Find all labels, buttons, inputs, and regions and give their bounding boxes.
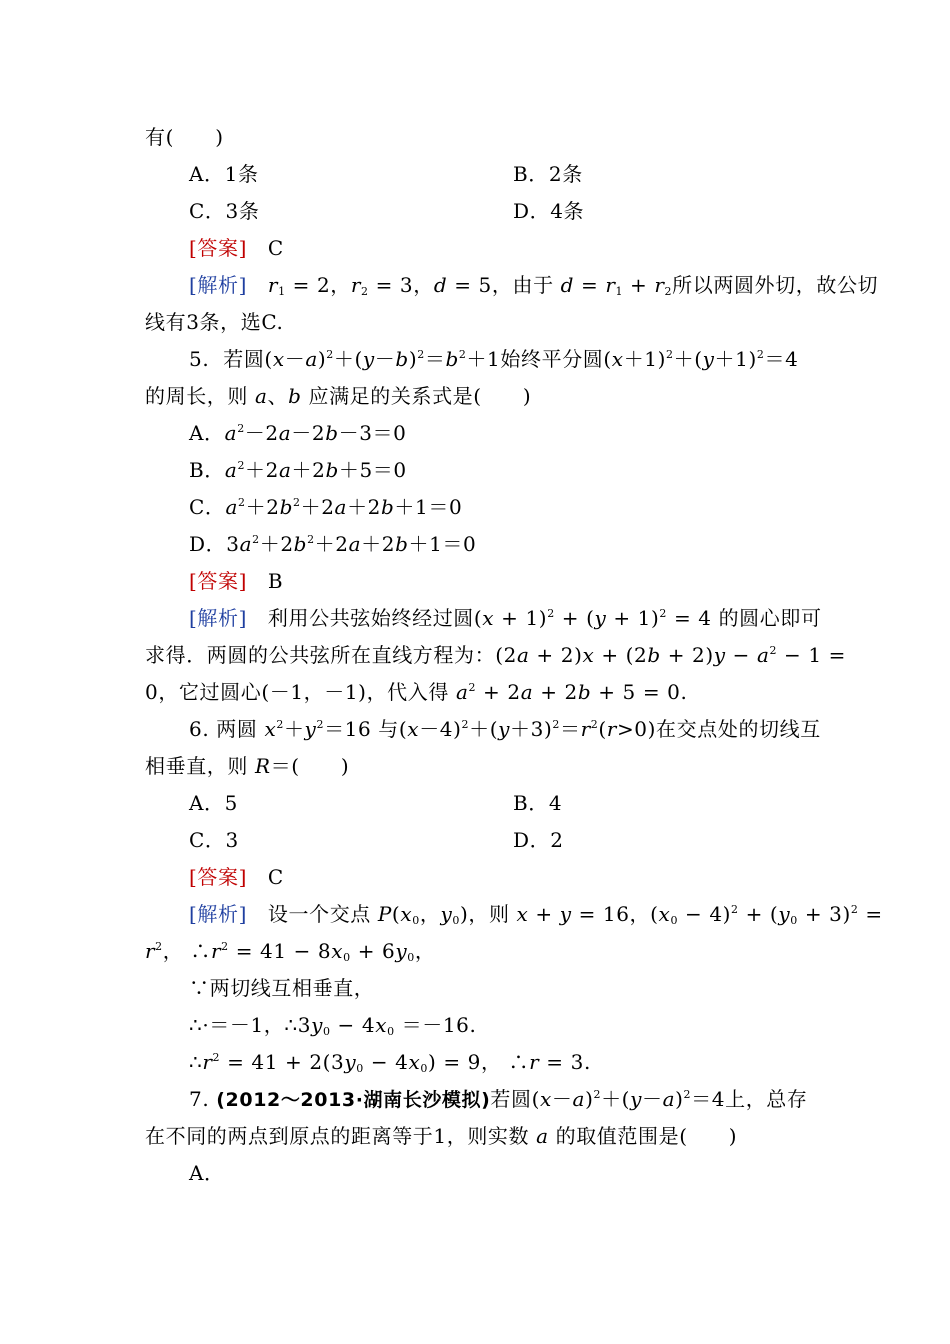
q6-therefore1: ∴·＝－1，$\therefore 3y_0 - 4x_0 =-16$. [189, 1013, 477, 1038]
q5-answer: [答案] B [189, 569, 284, 593]
q6-option-a: A．5 [189, 791, 238, 815]
answer-tag: [答案] [189, 569, 248, 593]
q5-option-c: C．$a^2+2b^2+2a+2b+1=0$ [189, 495, 463, 519]
q6-option-b: B．4 [513, 791, 563, 815]
q6-option-c: C．3 [189, 828, 239, 852]
analysis-tag: [解析] [189, 273, 248, 297]
q4-options-row2 [189, 198, 849, 224]
q5-analysis-line2: 求得．两圆的公共弦所在直线方程为：$(2a + 2)x + (2b + 2)y - a^2 - 1$ = [145, 643, 847, 667]
q7-stem: 7. (2012～2013·湖南长沙模拟)若圆$(x-a)^2+(y-a)^2=4$上，总存 [189, 1087, 808, 1111]
q6-options-row2 [189, 827, 849, 853]
q6-answer: [答案] C [189, 865, 284, 889]
q6-analysis: [解析] 设一个交点 $P(x_0$，$y_0$)，则 x + y = 16，$(x_0 - 4)^2 + (y_0 + 3)^2$ = [189, 902, 883, 927]
q4-options-row1 [189, 161, 849, 187]
answer-tag: [答案] [189, 865, 248, 889]
q7-stem-line2: 在不同的两点到原点的距离等于1，则实数 a 的取值范围是( ) [145, 1124, 738, 1148]
q5-option-a: A．$a^2-2a-2b-3=0$ [189, 421, 407, 445]
q5-option-b: B．$a^2+2a+2b+5=0$ [189, 458, 407, 482]
q6-options-row1 [189, 790, 849, 816]
q4-option-c: C．3条 [189, 199, 260, 223]
q5-option-d: D．$3a^2+2b^2+2a+2b+1=0$ [189, 532, 477, 556]
q5-stem-line2: 的周长，则 a、b 应满足的关系式是( ) [145, 384, 532, 408]
q7-option-a: A． [189, 1161, 225, 1185]
q6-stem-line2: 相垂直，则 R＝( ) [145, 754, 350, 778]
q4-stem-end: 有( ) [145, 125, 224, 149]
q4-option-d: D．4条 [513, 199, 585, 223]
q7-source: (2012～2013·湖南长沙模拟) [216, 1089, 491, 1111]
q5-stem: 5. 若圆$(x-a)^2+(y-b)^2=b^2+1$始终平分圆$(x+1)^2+(y+1)^2=4$ [189, 347, 799, 371]
q6-therefore2: $\therefore r^2 = 41 + 2(3y_0 - 4x_0) = 9$， ∴r = 3. [189, 1050, 591, 1075]
q5-analysis-line3: 0，它过圆心(－1，－1)，代入得 $a^2 + 2a + 2b + 5 = 0$. [145, 680, 688, 704]
analysis-tag: [解析] [189, 606, 248, 630]
q4-option-a: A．1条 [189, 162, 259, 186]
q6-stem: 6. 两圆 $x^2+y^2=16$ 与$(x-4)^2+(y+3)^2=r^2(r>0)$在交点处的切线互 [189, 717, 821, 741]
q5-analysis: [解析] 利用公共弦始终经过圆$(x + 1)^2 + (y + 1)^2 = 4$ 的圆心即可 [189, 606, 822, 630]
q4-analysis-line2: 线有3条，选C. [145, 310, 284, 334]
answer-tag: [答案] [189, 236, 248, 260]
q6-analysis-line2: $r^2$， $\therefore r^2 = 41 - 8x_0 + 6y_0$， [145, 939, 436, 964]
analysis-tag: [解析] [189, 902, 248, 926]
q4-option-b: B．2条 [513, 162, 583, 186]
q4-analysis: [解析] $r_1 = 2$，$r_2 = 3$，d = 5，由于 $d = r_1 + r_2$所以两圆外切，故公切 [189, 273, 879, 298]
q4-answer: [答案] C [189, 236, 284, 260]
q6-because: ∵两切线互相垂直， [189, 976, 375, 1000]
q6-option-d: D．2 [513, 828, 564, 852]
